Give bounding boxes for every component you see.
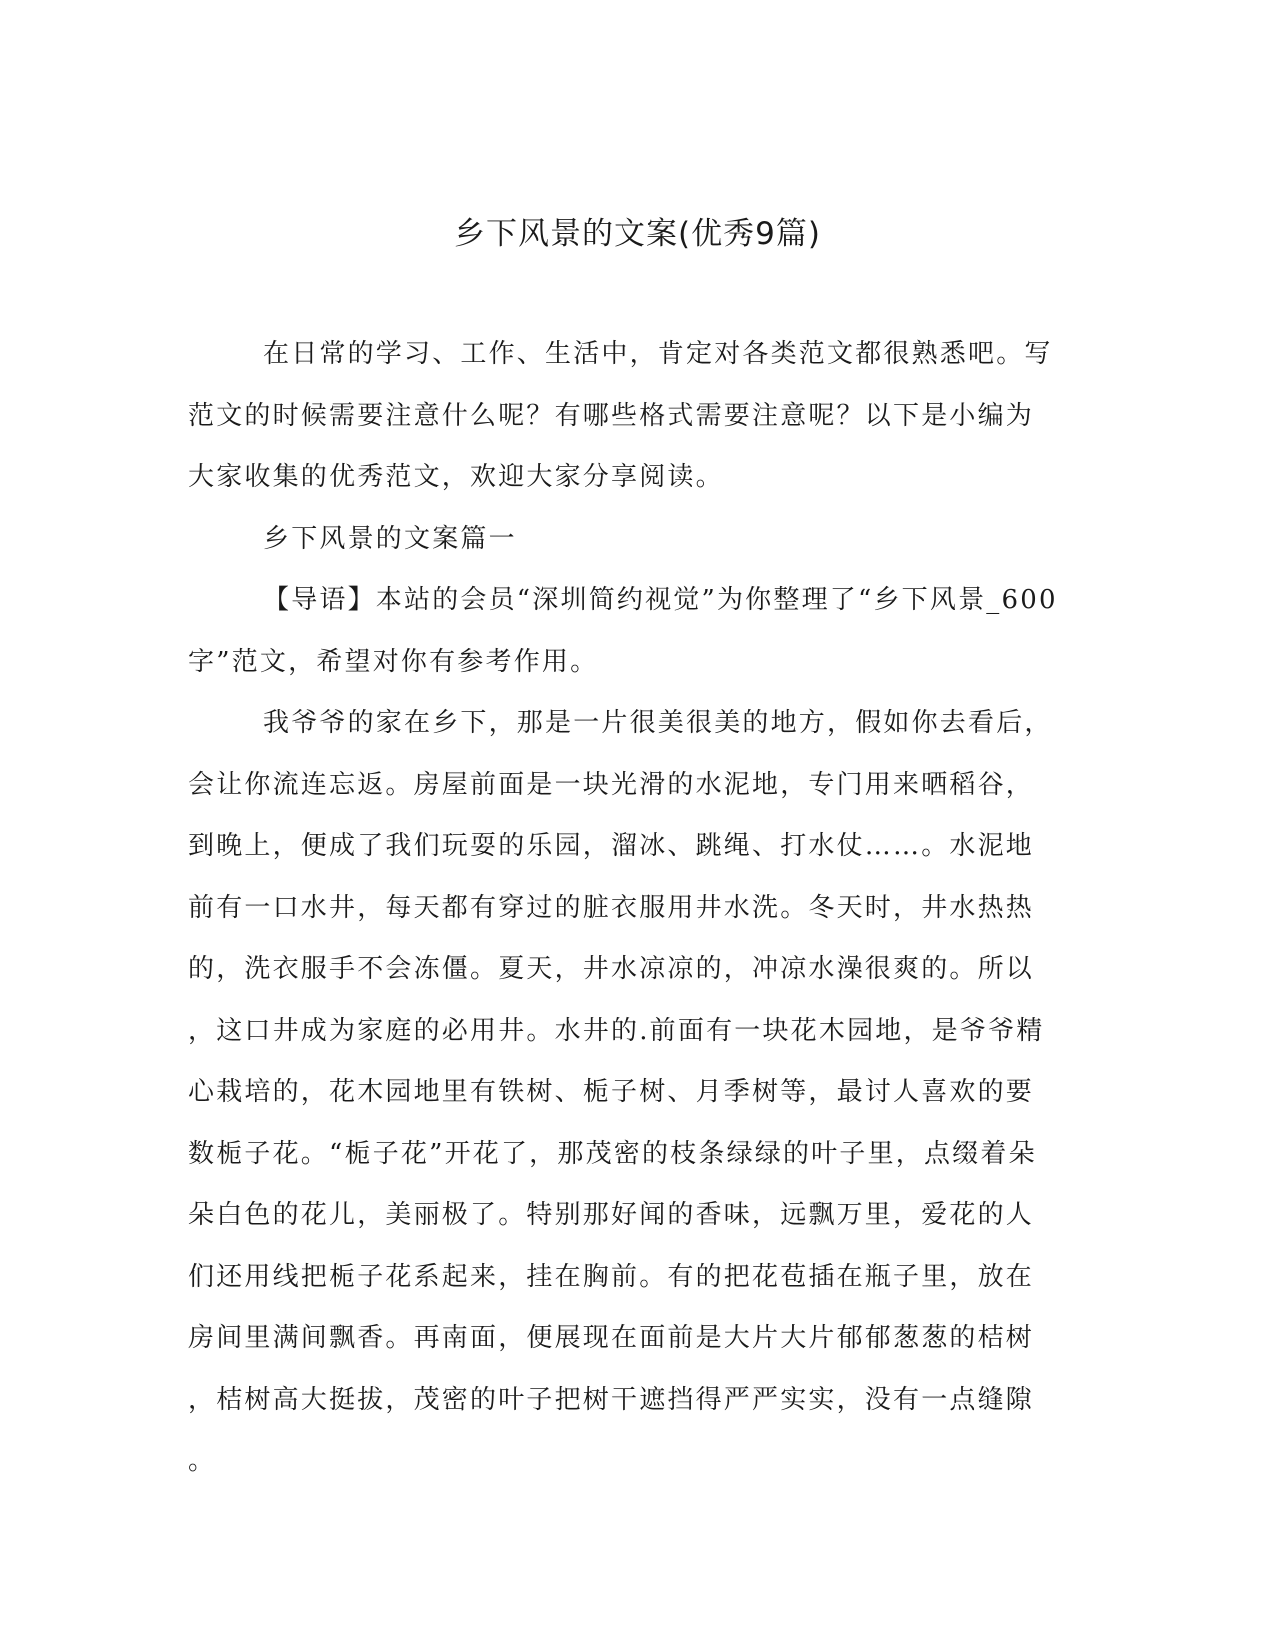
main-line: 。 — [188, 1446, 217, 1476]
intro-line: 在日常的学习、工作、生活中，肯定对各类范文都很熟悉吧。写 — [263, 339, 1053, 369]
main-line: 数栀子花。“栀子花”开花了，那茂密的枝条绿绿的叶子里，点缀着朵 — [188, 1138, 1037, 1169]
guide-paragraph — [188, 570, 1068, 693]
main-line: 心栽培的，花木园地里有铁树、栀子树、月季树等，最讨人喜欢的要 — [188, 1077, 1035, 1107]
section-heading — [188, 509, 1068, 571]
guide-line: 【导语】本站的会员“深圳简约视觉”为你整理了“乡下风景_600 — [263, 585, 1058, 615]
main-line: ，桔树高大挺拔，茂密的叶子把树干遮挡得严严实实，没有一点缝隙 — [188, 1384, 1035, 1415]
main-paragraph — [188, 693, 1068, 1493]
main-line: 会让你流连忘返。房屋前面是一块光滑的水泥地，专门用来晒稻谷， — [188, 769, 1035, 800]
document-title: 乡下风景的文案(优秀9篇) — [454, 216, 821, 252]
main-line: ，这口井成为家庭的必用井。水井的.前面有一块花木园地，是爷爷精 — [188, 1015, 1045, 1046]
section-heading-text: 乡下风景的文案篇一 — [263, 523, 517, 554]
main-line: 前有一口水井，每天都有穿过的脏衣服用井水洗。冬天时，井水热热 — [188, 892, 1035, 923]
main-line: 房间里满间飘香。再南面，便展现在面前是大片大片郁郁葱葱的桔树 — [188, 1323, 1035, 1353]
intro-line: 范文的时候需要注意什么呢？有哪些格式需要注意呢？以下是小编为 — [188, 400, 1035, 431]
guide-line: 字”范文，希望对你有参考作用。 — [188, 646, 599, 677]
main-line: 朵白色的花儿，美丽极了。特别那好闻的香味，远飘万里，爱花的人 — [188, 1200, 1035, 1230]
main-line: 我爷爷的家在乡下，那是一片很美很美的地方，假如你去看后， — [263, 708, 1053, 738]
main-line: 们还用线把栀子花系起来，挂在胸前。有的把花苞插在瓶子里，放在 — [188, 1261, 1035, 1292]
intro-line: 大家收集的优秀范文，欢迎大家分享阅读。 — [188, 462, 724, 492]
intro-paragraph — [188, 324, 1068, 509]
main-line: 的，洗衣服手不会冻僵。夏天，井水凉凉的，冲凉水澡很爽的。所以 — [188, 954, 1035, 984]
document-body — [188, 324, 1068, 1493]
main-line: 到晚上，便成了我们玩耍的乐园，溜冰、跳绳、打水仗……。水泥地 — [188, 831, 1035, 861]
